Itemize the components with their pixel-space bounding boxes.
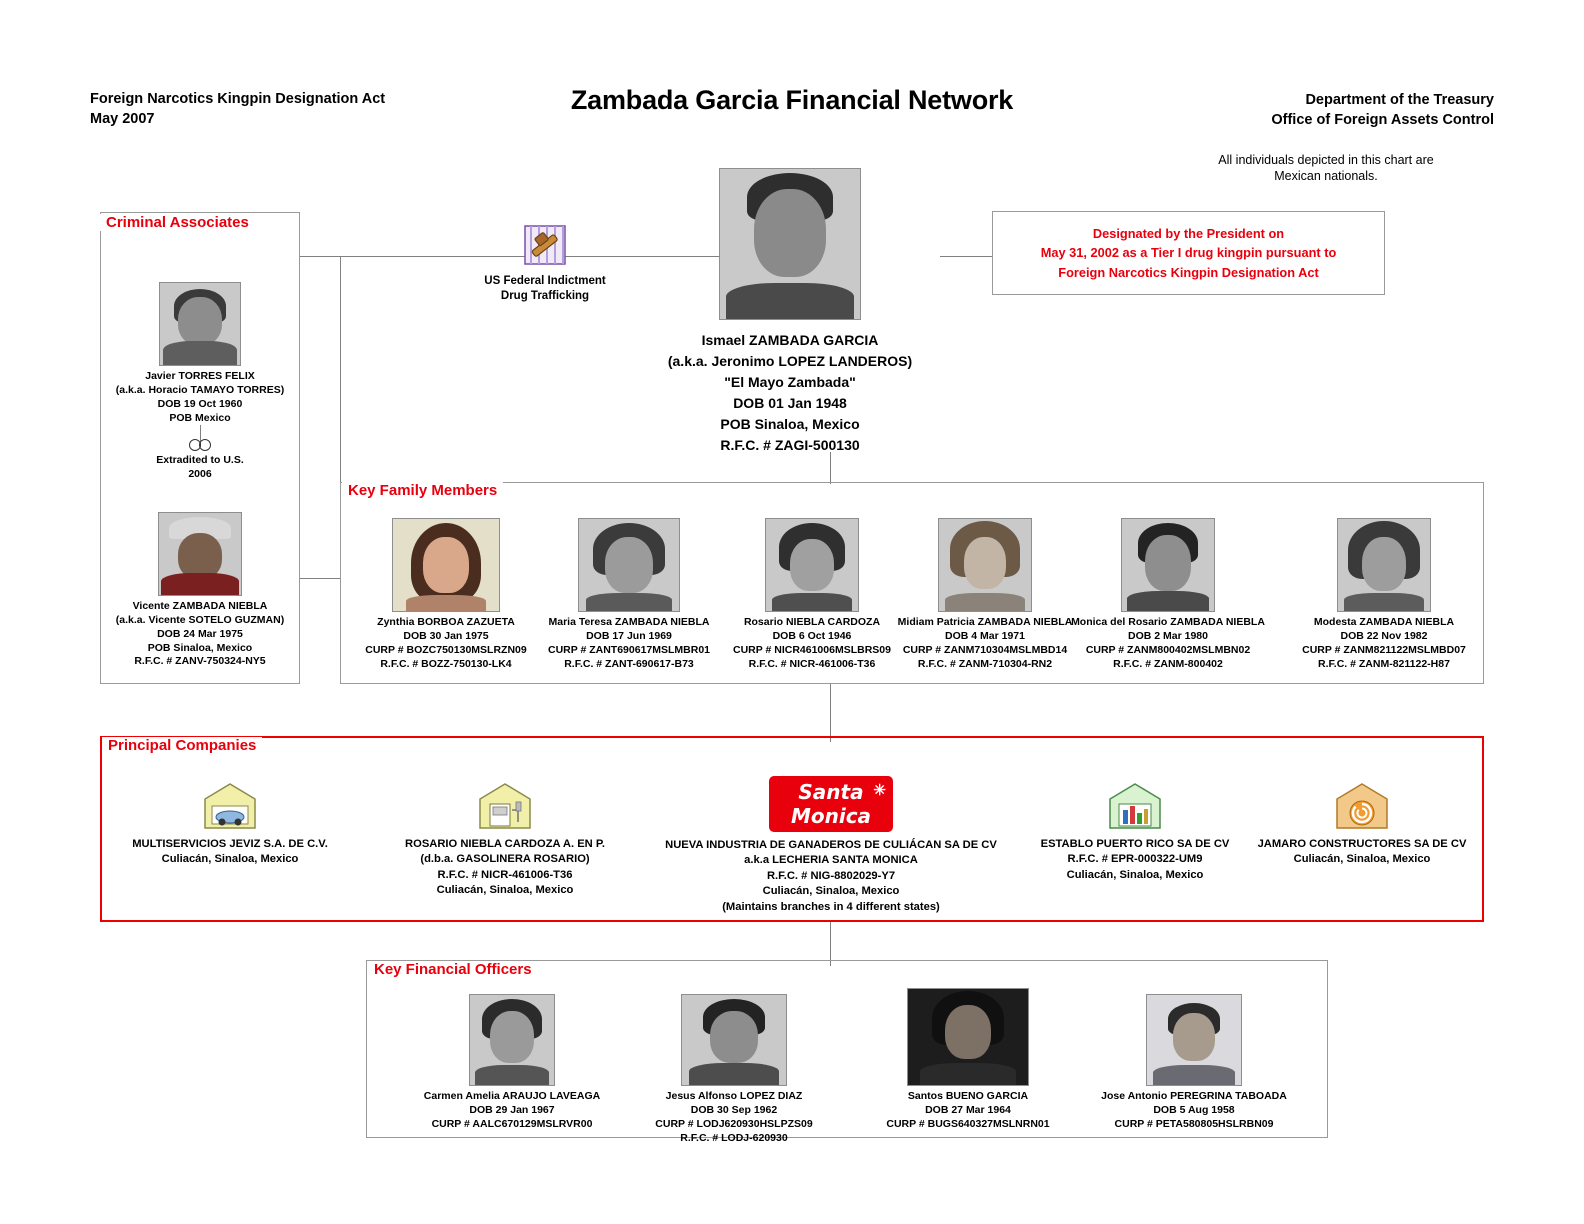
photo-officer-3 bbox=[1146, 994, 1242, 1086]
handcuffs-icon bbox=[189, 438, 211, 451]
connector-designation bbox=[940, 256, 992, 257]
extradition-line1: Extradited to U.S. bbox=[156, 454, 244, 466]
star-icon: ✳ bbox=[873, 782, 886, 799]
act-name: Foreign Narcotics Kingpin Designation Act bbox=[90, 91, 386, 107]
key-family-members-title: Key Family Members bbox=[342, 482, 503, 499]
person-name: Maria Teresa ZAMBADA NIEBLA bbox=[548, 616, 710, 628]
subject-card-ismael-zambada-garcia bbox=[640, 168, 940, 456]
presidential-designation-note bbox=[992, 211, 1385, 295]
person-card-family-4 bbox=[1060, 518, 1276, 671]
designation-line1: Designated by the President on bbox=[1092, 226, 1285, 242]
company-location: Culiacán, Sinaloa, Mexico bbox=[1293, 853, 1431, 866]
person-name: Modesta ZAMBADA NIEBLA bbox=[1313, 616, 1455, 628]
person-name: Midiam Patricia ZAMBADA NIEBLA bbox=[897, 616, 1073, 628]
person-card-officer-1 bbox=[612, 994, 856, 1145]
extradition-note bbox=[105, 438, 295, 481]
company-location: Culiacán, Sinaloa, Mexico bbox=[436, 884, 574, 897]
person-dob: DOB 27 Mar 1964 bbox=[925, 1103, 1011, 1116]
person-card-javier-torres-felix bbox=[104, 282, 296, 425]
subject-name: Ismael ZAMBADA GARCIA bbox=[701, 332, 879, 348]
person-name: Monica del Rosario ZAMBADA NIEBLA bbox=[1071, 616, 1265, 628]
person-aka: (a.k.a. Vicente SOTELO GUZMAN) bbox=[115, 613, 285, 626]
company-card-2 bbox=[628, 776, 1034, 915]
indictment-line1: US Federal Indictment bbox=[484, 275, 606, 287]
person-name: Carmen Amelia ARAUJO LAVEAGA bbox=[423, 1090, 601, 1102]
warehouse-car-icon bbox=[203, 782, 257, 830]
person-dob: DOB 22 Nov 1982 bbox=[1340, 629, 1428, 642]
company-location: Culiacán, Sinaloa, Mexico bbox=[1066, 868, 1204, 881]
agency-name: Department of the Treasury bbox=[1305, 92, 1494, 108]
company-location: Culiacán, Sinaloa, Mexico bbox=[762, 885, 900, 898]
nationals-note: All individuals depicted in this chart are Mexican nationals. bbox=[1218, 153, 1434, 184]
person-card-family-1 bbox=[535, 518, 723, 671]
company-branches: (Maintains branches in 4 different states) bbox=[722, 900, 940, 913]
person-name: Jesus Alfonso LOPEZ DIAZ bbox=[665, 1090, 803, 1102]
person-name: Jose Antonio PEREGRINA TABOADA bbox=[1101, 1090, 1287, 1102]
person-dob: DOB 2 Mar 1980 bbox=[1128, 629, 1208, 642]
photo-officer-0 bbox=[469, 994, 555, 1086]
photo-officer-1 bbox=[681, 994, 787, 1086]
person-card-officer-3 bbox=[1080, 994, 1308, 1132]
company-aka: a.k.a LECHERIA SANTA MONICA bbox=[744, 854, 918, 867]
person-curp: CURP # ZANM821122MSLMBD07 bbox=[1302, 643, 1466, 656]
company-rfc: R.F.C. # EPR-000322-UM9 bbox=[1067, 853, 1203, 866]
person-aka: (a.k.a. Horacio TAMAYO TORRES) bbox=[115, 383, 285, 396]
person-card-officer-2 bbox=[852, 988, 1084, 1132]
company-card-0 bbox=[110, 782, 350, 868]
designation-line2: May 31, 2002 as a Tier I drug kingpin pursuant to bbox=[1040, 245, 1337, 261]
extradition-line2: 2006 bbox=[188, 467, 212, 480]
subject-dob: DOB 01 Jan 1948 bbox=[733, 395, 847, 411]
person-rfc: R.F.C. # ZANM-710304-RN2 bbox=[917, 657, 1053, 670]
person-curp: CURP # ZANM710304MSLMBD14 bbox=[902, 643, 1068, 656]
gas-station-icon bbox=[478, 782, 532, 830]
company-name: MULTISERVICIOS JEVIZ S.A. DE C.V. bbox=[132, 838, 328, 850]
person-rfc: R.F.C. # LODJ-620930 bbox=[680, 1131, 788, 1144]
factory-icon bbox=[1108, 782, 1162, 830]
connector-family-companies bbox=[830, 684, 831, 742]
photo-ismael-zambada-garcia bbox=[719, 168, 861, 320]
criminal-associates-title: Criminal Associates bbox=[100, 214, 255, 231]
subject-aka: (a.k.a. Jeronimo LOPEZ LANDEROS) bbox=[667, 353, 913, 369]
company-rfc: R.F.C. # NIG-8802029-Y7 bbox=[766, 869, 896, 882]
office-name: Office of Foreign Assets Control bbox=[1271, 111, 1494, 128]
person-card-family-0 bbox=[352, 518, 540, 671]
subject-alias: "El Mayo Zambada" bbox=[724, 374, 856, 390]
person-curp: CURP # LODJ620930HSLPZS09 bbox=[655, 1117, 813, 1130]
person-name: Javier TORRES FELIX bbox=[145, 370, 255, 382]
company-card-1 bbox=[380, 782, 630, 899]
person-dob: DOB 19 Oct 1960 bbox=[157, 397, 243, 410]
company-card-4 bbox=[1246, 782, 1478, 868]
company-dba: (d.b.a. GASOLINERA ROSARIO) bbox=[420, 853, 590, 866]
subject-pob: POB Sinaloa, Mexico bbox=[720, 416, 860, 432]
person-name: Santos BUENO GARCIA bbox=[907, 1090, 1029, 1102]
person-dob: DOB 17 Jun 1969 bbox=[586, 629, 672, 642]
person-curp: CURP # ZANT690617MSLMBR01 bbox=[547, 643, 711, 656]
principal-companies-title: Principal Companies bbox=[102, 737, 262, 754]
company-card-3 bbox=[1020, 782, 1250, 883]
person-curp: CURP # BOZC750130MSLRZN09 bbox=[365, 643, 527, 656]
construction-icon bbox=[1335, 782, 1389, 830]
person-name: Rosario NIEBLA CARDOZA bbox=[743, 616, 881, 628]
gavel-icon bbox=[517, 222, 573, 268]
person-rfc: R.F.C. # ZANM-800402 bbox=[1113, 657, 1223, 670]
person-rfc: R.F.C. # BOZZ-750130-LK4 bbox=[380, 657, 512, 670]
photo-officer-2 bbox=[907, 988, 1029, 1086]
person-pob: POB Sinaloa, Mexico bbox=[147, 641, 253, 654]
person-dob: DOB 30 Jan 1975 bbox=[403, 629, 489, 642]
person-curp: CURP # AALC670129MSLRVR00 bbox=[431, 1117, 593, 1130]
photo-family-4 bbox=[1121, 518, 1215, 612]
person-card-officer-0 bbox=[398, 994, 626, 1132]
person-dob: DOB 4 Mar 1971 bbox=[945, 629, 1025, 642]
company-name: JAMARO CONSTRUCTORES SA DE CV bbox=[1257, 838, 1467, 850]
person-card-vicente-zambada-niebla bbox=[104, 512, 296, 669]
indictment-node bbox=[430, 222, 660, 304]
person-dob: DOB 6 Oct 1946 bbox=[772, 629, 852, 642]
person-name: Vicente ZAMBADA NIEBLA bbox=[132, 600, 268, 612]
company-name: ROSARIO NIEBLA CARDOZA A. EN P. bbox=[405, 838, 605, 850]
person-dob: DOB 30 Sep 1962 bbox=[690, 1103, 778, 1116]
photo-family-0 bbox=[392, 518, 500, 612]
person-rfc: R.F.C. # ZANV-750324-NY5 bbox=[134, 655, 266, 668]
subject-rfc: R.F.C. # ZAGI-500130 bbox=[720, 437, 860, 453]
person-rfc: R.F.C. # ZANT-690617-B73 bbox=[564, 657, 694, 670]
santa-monica-logo: ✳ Santa Monica bbox=[769, 776, 893, 832]
photo-family-1 bbox=[578, 518, 680, 612]
indictment-line2: Drug Trafficking bbox=[500, 289, 590, 302]
person-curp: CURP # BUGS640327MSLNRN01 bbox=[886, 1117, 1050, 1130]
person-curp: CURP # NICR461006MSLBRS09 bbox=[733, 643, 891, 656]
connector-subject-family bbox=[830, 452, 831, 484]
publication-date: May 2007 bbox=[90, 110, 155, 127]
person-curp: CURP # ZANM800402MSLMBN02 bbox=[1085, 643, 1251, 656]
person-dob: DOB 5 Aug 1958 bbox=[1153, 1103, 1235, 1116]
person-card-family-5 bbox=[1286, 518, 1482, 671]
person-dob: DOB 24 Mar 1975 bbox=[157, 627, 243, 640]
person-curp: CURP # PETA580805HSLRBN09 bbox=[1114, 1117, 1274, 1130]
page-title: Zambada Garcia Financial Network bbox=[570, 85, 1014, 115]
photo-family-5 bbox=[1337, 518, 1431, 612]
header-right bbox=[1271, 91, 1494, 130]
person-pob: POB Mexico bbox=[169, 411, 231, 424]
person-rfc: R.F.C. # NICR-461006-T36 bbox=[748, 657, 876, 670]
photo-javier-torres-felix bbox=[159, 282, 241, 366]
person-card-family-2 bbox=[722, 518, 902, 671]
key-financial-officers-title: Key Financial Officers bbox=[368, 961, 538, 978]
person-rfc: R.F.C. # ZANM-821122-H87 bbox=[1318, 657, 1450, 670]
company-name: ESTABLO PUERTO RICO SA DE CV bbox=[1040, 838, 1230, 850]
company-rfc: R.F.C. # NICR-461006-T36 bbox=[437, 868, 573, 881]
person-name: Zynthia BORBOA ZAZUETA bbox=[377, 616, 515, 628]
company-name: NUEVA INDUSTRIA DE GANADEROS DE CULIÁCAN SA DE CV bbox=[665, 839, 997, 851]
designation-line3: Foreign Narcotics Kingpin Designation Act bbox=[1058, 264, 1319, 280]
photo-family-3 bbox=[938, 518, 1032, 612]
company-location: Culiacán, Sinaloa, Mexico bbox=[161, 853, 299, 866]
connector-associates-bottom bbox=[300, 578, 340, 579]
person-card-family-3 bbox=[890, 518, 1080, 671]
person-dob: DOB 29 Jan 1967 bbox=[469, 1103, 555, 1116]
photo-vicente-zambada-niebla bbox=[158, 512, 242, 596]
photo-family-2 bbox=[765, 518, 859, 612]
